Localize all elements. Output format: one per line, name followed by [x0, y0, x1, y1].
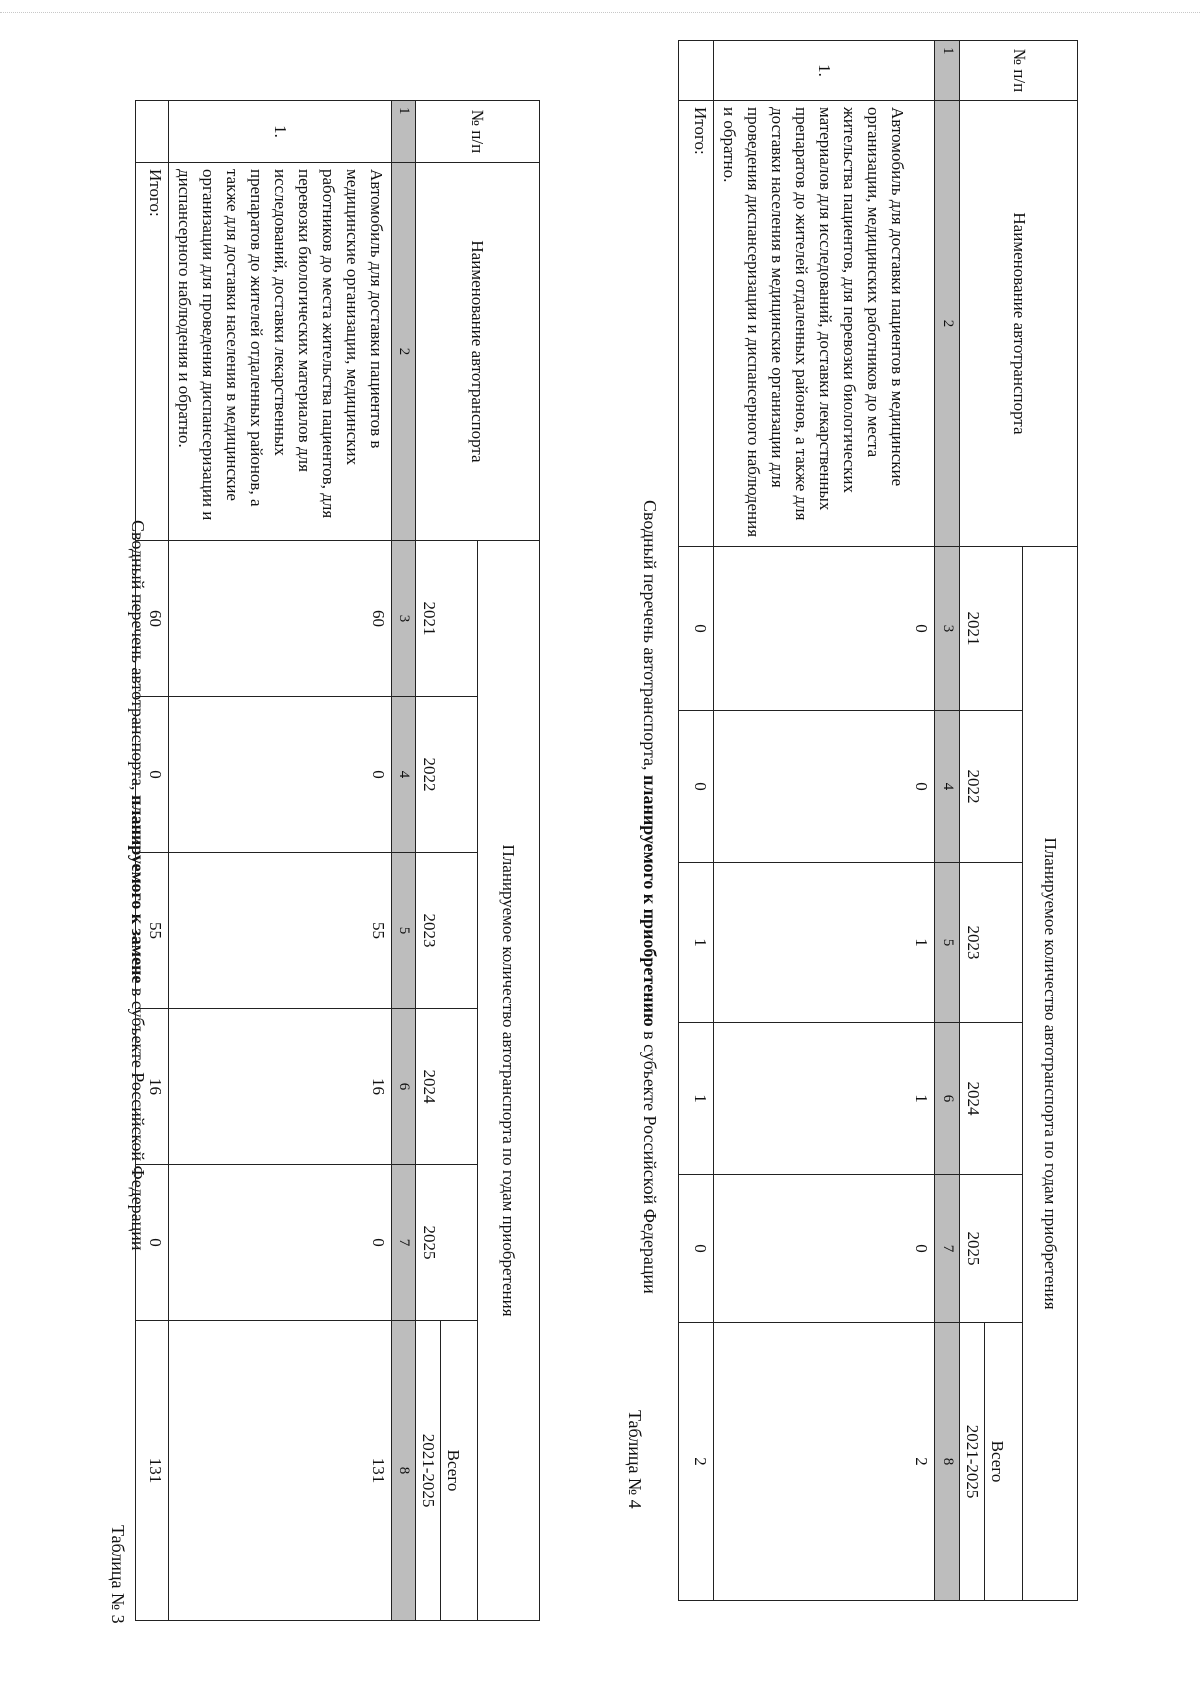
total-label: Итого:: [136, 163, 169, 541]
col-number: 1: [392, 101, 416, 163]
header-year-2025: 2025: [416, 1165, 478, 1321]
col-number: 3: [392, 541, 416, 697]
header-name: Наименование автотранспорта: [960, 101, 1078, 547]
value-2023: 55: [169, 853, 392, 1009]
header-year-2023: 2023: [960, 863, 1023, 1023]
table4-caption: [639, 500, 660, 1294]
header-year-2022: 2022: [960, 711, 1023, 863]
total-2023: 1: [679, 863, 714, 1023]
total-2024: 16: [136, 1009, 169, 1165]
value-2025: 0: [169, 1165, 392, 1321]
col-number: 4: [392, 697, 416, 853]
total-row: [679, 41, 714, 1601]
value-total: 131: [169, 1321, 392, 1621]
col-number: 7: [934, 1175, 959, 1323]
value-2025: 0: [713, 1175, 934, 1323]
header-year-2021: 2021: [416, 541, 478, 697]
total-all: 131: [136, 1321, 169, 1621]
header-year-2024: 2024: [960, 1023, 1023, 1175]
row-number: 1.: [713, 41, 934, 101]
total-2022: 0: [136, 697, 169, 853]
total-all: 2: [679, 1323, 714, 1601]
col-number: 5: [392, 853, 416, 1009]
col-number: 3: [934, 547, 959, 711]
col-number: 2: [934, 101, 959, 547]
total-2023: 55: [136, 853, 169, 1009]
value-2021: 60: [169, 541, 392, 697]
vehicle-name: Автомобиль для доставки пациентов в медицинские организации, медицинских работников до места жительства пациентов, для перевозки биологических материалов для исследований, доставки лекарственных препаратов до жителей отдаленных районов, а также для доставки населения в медицинские организации для проведения диспансеризации и диспансерного наблюдения и обратно.: [169, 163, 392, 541]
header-year-2023: 2023: [416, 853, 478, 1009]
col-number: 6: [392, 1009, 416, 1165]
table4: [678, 40, 1078, 1601]
value-total: 2: [713, 1323, 934, 1601]
table3-caption-suffix: в субъекте Российской Федерации: [128, 987, 148, 1251]
total-label: Итого:: [679, 101, 714, 547]
header-total-period: 2021-2025: [963, 1424, 983, 1499]
total-row: [136, 101, 169, 1621]
total-2022: 0: [679, 711, 714, 863]
header-year-2022: 2022: [416, 697, 478, 853]
header-name: Наименование автотранспорта: [416, 163, 540, 541]
table3-caption-bold: планируемого к замене: [128, 795, 148, 984]
header-year-2024: 2024: [416, 1009, 478, 1165]
table4-label: Таблица № 4: [625, 1410, 645, 1509]
header-year-2025: 2025: [960, 1175, 1023, 1323]
header-total: [416, 1321, 478, 1621]
vehicle-name: Автомобиль для доставки пациентов в медицинские организации, медицинских работников до места жительства пациентов, для перевозки биологических материалов для исследований, доставки лекарственных препаратов до жителей отдаленных районов, а также для доставки населения в медицинские организации для проведения диспансеризации и диспансерного наблюдения и обратно.: [713, 101, 934, 547]
value-2021: 0: [713, 547, 934, 711]
col-number: 6: [934, 1023, 959, 1175]
header-total-label: Всего: [984, 1323, 1009, 1600]
total-2025: 0: [679, 1175, 714, 1323]
col-number: 8: [934, 1323, 959, 1601]
header-total-label: Всего: [440, 1321, 465, 1620]
table3-label: Таблица № 3: [108, 1525, 128, 1624]
value-2022: 0: [169, 697, 392, 853]
col-number: 4: [934, 711, 959, 863]
table3: [135, 100, 540, 1621]
col-number: 1: [934, 41, 959, 101]
value-2024: 16: [169, 1009, 392, 1165]
column-number-row: [934, 41, 959, 1601]
table4-caption-bold: планируемого к приобретению: [640, 775, 660, 1027]
table3-caption-prefix: Сводный перечень автотранспорта,: [128, 520, 148, 791]
header-total: [960, 1323, 1023, 1601]
total-2024: 1: [679, 1023, 714, 1175]
col-number: 5: [934, 863, 959, 1023]
total-2021: 0: [679, 547, 714, 711]
value-2024: 1: [713, 1023, 934, 1175]
header-num: № п/п: [416, 101, 540, 163]
header-planned: Планируемое количество автотранспорта по годам приобретения: [1023, 547, 1078, 1601]
col-number: 2: [392, 163, 416, 541]
table4-caption-suffix: в субъекте Российской Федерации: [640, 1031, 660, 1294]
header-year-2021: 2021: [960, 547, 1023, 711]
header-planned: Планируемое количество автотранспорта по годам приобретения: [478, 541, 540, 1621]
header-total-period: 2021-2025: [419, 1433, 438, 1508]
row-number: 1.: [169, 101, 392, 163]
col-number: 8: [392, 1321, 416, 1621]
total-2021: 60: [136, 541, 169, 697]
total-2025: 0: [136, 1165, 169, 1321]
value-2022: 0: [713, 711, 934, 863]
col-number: 7: [392, 1165, 416, 1321]
header-num: № п/п: [960, 41, 1078, 101]
table-row: [169, 101, 392, 1621]
table4-caption-prefix: Сводный перечень автотранспорта,: [640, 500, 660, 771]
value-2023: 1: [713, 863, 934, 1023]
column-number-row: [392, 101, 416, 1621]
table-row: [713, 41, 934, 1601]
